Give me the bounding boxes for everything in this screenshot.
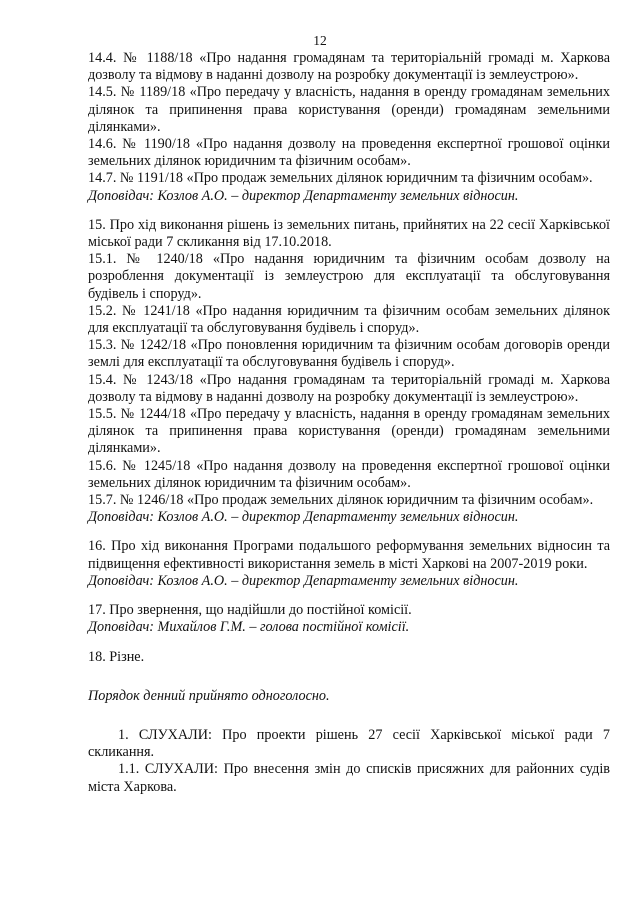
agenda-item: 17. Про звернення, що надійшли до постійної комісії. <box>88 602 412 619</box>
spacer <box>88 666 610 688</box>
agenda-item: 14.5. № 1189/18 «Про передачу у власність, надання в оренду громадянам земельних ділянок та припинення права користування (оренди) громадянам земельними ділянками». <box>88 84 610 135</box>
minutes-paragraph: 1.1. СЛУХАЛИ: Про внесення змін до списків присяжних для районних судів міста Харкова. <box>88 761 610 795</box>
agenda-item: 14.7. № 1191/18 «Про продаж земельних ділянок юридичним та фізичним особам». <box>88 170 593 187</box>
spacer <box>88 590 610 602</box>
speaker-line: Доповідач: Козлов А.О. – директор Департаменту земельних відносин. <box>88 572 519 589</box>
agenda-item: 14.6. № 1190/18 «Про надання дозволу на проведення експертної грошової оцінки земельних ділянок юридичним та фізичним особам». <box>88 136 610 170</box>
spacer <box>88 637 610 649</box>
agenda-item: 14.4. № 1188/18 «Про надання громадянам та територіальній громаді м. Харкова дозволу та відмову в наданні дозволу на розробку документації із землеустрою». <box>88 50 610 84</box>
spacer <box>88 526 610 538</box>
page-number: 12 <box>313 33 327 48</box>
agenda-item: 15.1. № 1240/18 «Про надання юридичним та фізичним особам дозволу на розроблення документації із землеустрою для експлуатації та обслуговування будівель і споруд». <box>88 251 610 302</box>
agenda-item: 15.6. № 1245/18 «Про надання дозволу на проведення експертної грошової оцінки земельних ділянок юридичним та фізичним особам». <box>88 457 610 491</box>
agenda-item: 15.7. № 1246/18 «Про продаж земельних ділянок юридичним та фізичним особам». <box>88 492 594 509</box>
document-body <box>88 50 610 796</box>
agenda-item: 16. Про хід виконання Програми подальшого реформування земельних відносин та підвищення ефективності використання земель в місті Харкові на 2007-2019 роки. <box>88 538 610 572</box>
agenda-item: 15.2. № 1241/18 «Про надання юридичним та фізичним особам земельних ділянок для експлуатації та обслуговування будівель і споруд». <box>88 302 610 337</box>
speaker-line: Доповідач: Козлов А.О. – директор Департаменту земельних відносин. <box>88 187 519 204</box>
agenda-item: 18. Різне. <box>88 648 145 665</box>
minutes-paragraph: 1. СЛУХАЛИ: Про проекти рішень 27 сесії Харківської міської ради 7 скликання. <box>88 726 610 761</box>
agenda-item: 15. Про хід виконання рішень із земельних питань, прийнятих на 22 сесії Харківської міської ради 7 скликання від 17.10.2018. <box>88 216 610 251</box>
spacer <box>88 705 610 727</box>
speaker-line: Доповідач: Козлов А.О. – директор Департаменту земельних відносин. <box>88 509 519 526</box>
spacer <box>88 205 610 217</box>
speaker-line: Порядок денний прийнято одноголосно. <box>88 687 330 704</box>
agenda-item: 15.4. № 1243/18 «Про надання громадянам та територіальній громаді м. Харкова дозволу та відмову в наданні дозволу на розробку документації із землеустрою». <box>88 371 610 405</box>
speaker-line: Доповідач: Михайлов Г.М. – голова постійної комісії. <box>88 619 410 636</box>
agenda-item: 15.3. № 1242/18 «Про поновлення юридичним та фізичним особам договорів оренди землі для експлуатації та обслуговування будівель і споруд». <box>88 337 610 371</box>
agenda-item: 15.5. № 1244/18 «Про передачу у власність, надання в оренду громадянам земельних ділянок та припинення права користування (оренди) громадянам земельними ділянками». <box>88 406 610 457</box>
